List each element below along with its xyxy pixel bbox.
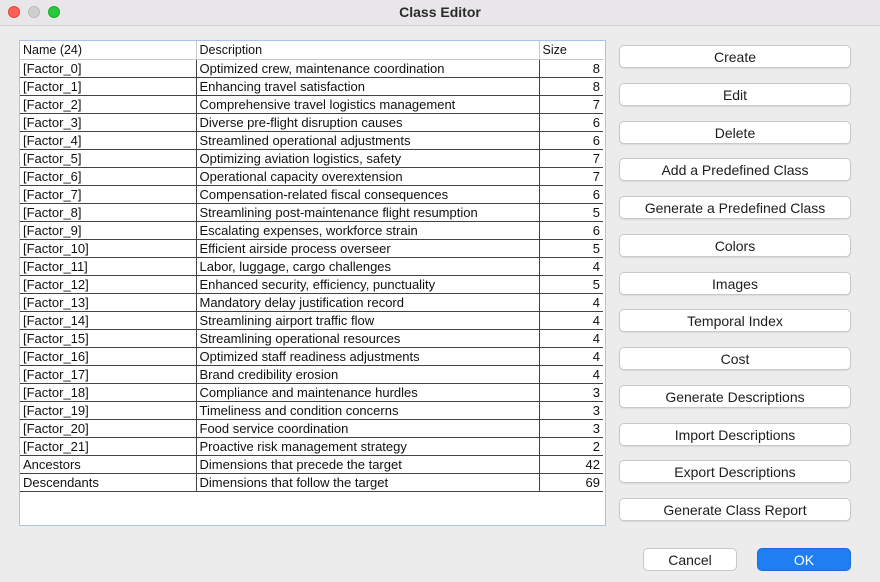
cell-description[interactable]: Comprehensive travel logistics management [196,96,539,114]
window-title: Class Editor [399,4,481,20]
table-row[interactable] [20,330,603,348]
cell-size[interactable]: 6 [539,222,603,240]
cell-name[interactable]: [Factor_11] [20,258,196,276]
cell-name[interactable]: [Factor_17] [20,366,196,384]
cell-size[interactable]: 4 [539,258,603,276]
cell-size[interactable]: 8 [539,78,603,96]
temporal-index-button[interactable]: Temporal Index [619,309,851,332]
cell-size[interactable]: 4 [539,312,603,330]
colors-button[interactable]: Colors [619,234,851,257]
cell-name[interactable]: [Factor_18] [20,384,196,402]
cell-name[interactable]: [Factor_3] [20,114,196,132]
cell-size[interactable]: 5 [539,276,603,294]
cell-name[interactable]: [Factor_2] [20,96,196,114]
cell-size[interactable]: 4 [539,330,603,348]
cell-name[interactable]: Descendants [20,474,196,492]
cell-size[interactable]: 4 [539,294,603,312]
cell-description[interactable]: Operational capacity overextension [196,168,539,186]
cell-description[interactable]: Timeliness and condition concerns [196,402,539,420]
cell-size[interactable]: 7 [539,150,603,168]
cell-description[interactable]: Proactive risk management strategy [196,438,539,456]
table-row[interactable] [20,312,603,330]
cell-name[interactable]: [Factor_6] [20,168,196,186]
create-button[interactable]: Create [619,45,851,68]
cell-name[interactable]: Ancestors [20,456,196,474]
add-a-predefined-class-button[interactable]: Add a Predefined Class [619,158,851,181]
cell-size[interactable]: 5 [539,204,603,222]
cell-description[interactable]: Streamlining operational resources [196,330,539,348]
cost-button[interactable]: Cost [619,347,851,370]
cell-size[interactable]: 6 [539,114,603,132]
delete-button[interactable]: Delete [619,121,851,144]
cell-size[interactable]: 7 [539,168,603,186]
cell-size[interactable]: 5 [539,240,603,258]
table-row[interactable] [20,96,603,114]
table-row[interactable] [20,240,603,258]
cell-description[interactable]: Brand credibility erosion [196,366,539,384]
cell-size[interactable]: 6 [539,186,603,204]
cell-description[interactable]: Compensation-related fiscal consequences [196,186,539,204]
column-header-description[interactable]: Description [196,41,539,60]
table-header-row [20,41,603,60]
cell-description[interactable]: Compliance and maintenance hurdles [196,384,539,402]
cell-description[interactable]: Escalating expenses, workforce strain [196,222,539,240]
cell-size[interactable]: 3 [539,420,603,438]
table-row[interactable] [20,294,603,312]
cell-name[interactable]: [Factor_20] [20,420,196,438]
cell-description[interactable]: Food service coordination [196,420,539,438]
ok-button[interactable]: OK [757,548,851,571]
table-row[interactable] [20,114,603,132]
class-table[interactable] [20,41,603,492]
table-row[interactable] [20,222,603,240]
cell-name[interactable]: [Factor_14] [20,312,196,330]
cell-size[interactable]: 4 [539,366,603,384]
cell-size[interactable]: 42 [539,456,603,474]
images-button[interactable]: Images [619,272,851,295]
cell-name[interactable]: [Factor_21] [20,438,196,456]
cell-name[interactable]: [Factor_7] [20,186,196,204]
cell-name[interactable]: [Factor_4] [20,132,196,150]
cell-description[interactable]: Dimensions that follow the target [196,474,539,492]
cancel-button[interactable]: Cancel [643,548,737,571]
cell-name[interactable]: [Factor_16] [20,348,196,366]
table-row[interactable] [20,474,603,492]
table-row[interactable] [20,402,603,420]
table-row[interactable] [20,132,603,150]
table-row[interactable] [20,348,603,366]
cell-name[interactable]: [Factor_13] [20,294,196,312]
cell-name[interactable]: [Factor_9] [20,222,196,240]
cell-description[interactable]: Optimized staff readiness adjustments [196,348,539,366]
cell-description[interactable]: Streamlined operational adjustments [196,132,539,150]
export-descriptions-button[interactable]: Export Descriptions [619,460,851,483]
cell-description[interactable]: Efficient airside process overseer [196,240,539,258]
cell-size[interactable]: 69 [539,474,603,492]
cell-description[interactable]: Enhancing travel satisfaction [196,78,539,96]
table-row[interactable] [20,276,603,294]
cell-description[interactable]: Labor, luggage, cargo challenges [196,258,539,276]
cell-size[interactable]: 2 [539,438,603,456]
cell-description[interactable]: Streamlining airport traffic flow [196,312,539,330]
table-row[interactable] [20,204,603,222]
cell-name[interactable]: [Factor_12] [20,276,196,294]
table-row[interactable] [20,258,603,276]
cell-description[interactable]: Diverse pre-flight disruption causes [196,114,539,132]
title-bar [0,0,880,26]
table-row[interactable] [20,384,603,402]
table-row[interactable] [20,456,603,474]
cell-size[interactable]: 4 [539,348,603,366]
cell-description[interactable]: Streamlining post-maintenance flight resumption [196,204,539,222]
cell-size[interactable]: 3 [539,402,603,420]
table-body [20,60,603,492]
column-header-size[interactable]: Size [539,41,603,60]
table-row[interactable] [20,186,603,204]
table-row[interactable] [20,168,603,186]
table-row[interactable] [20,420,603,438]
cell-size[interactable]: 8 [539,60,603,78]
cell-name[interactable]: [Factor_0] [20,60,196,78]
table-row[interactable] [20,78,603,96]
edit-button[interactable]: Edit [619,83,851,106]
cell-name[interactable]: [Factor_5] [20,150,196,168]
generate-a-predefined-class-button[interactable]: Generate a Predefined Class [619,196,851,219]
table-row[interactable] [20,150,603,168]
table-row[interactable] [20,438,603,456]
cell-name[interactable]: [Factor_15] [20,330,196,348]
import-descriptions-button[interactable]: Import Descriptions [619,423,851,446]
generate-descriptions-button[interactable]: Generate Descriptions [619,385,851,408]
column-header-name[interactable]: Name (24) [20,41,196,60]
cell-description[interactable]: Optimizing aviation logistics, safety [196,150,539,168]
generate-class-report-button[interactable]: Generate Class Report [619,498,851,521]
cell-description[interactable]: Enhanced security, efficiency, punctuality [196,276,539,294]
cell-description[interactable]: Mandatory delay justification record [196,294,539,312]
cell-name[interactable]: [Factor_10] [20,240,196,258]
cell-description[interactable]: Optimized crew, maintenance coordination [196,60,539,78]
cell-description[interactable]: Dimensions that precede the target [196,456,539,474]
class-table-container[interactable] [19,40,606,526]
cell-name[interactable]: [Factor_1] [20,78,196,96]
table-row[interactable] [20,366,603,384]
cell-size[interactable]: 7 [539,96,603,114]
cell-size[interactable]: 3 [539,384,603,402]
cell-name[interactable]: [Factor_8] [20,204,196,222]
cell-size[interactable]: 6 [539,132,603,150]
table-row[interactable] [20,60,603,78]
cell-name[interactable]: [Factor_19] [20,402,196,420]
